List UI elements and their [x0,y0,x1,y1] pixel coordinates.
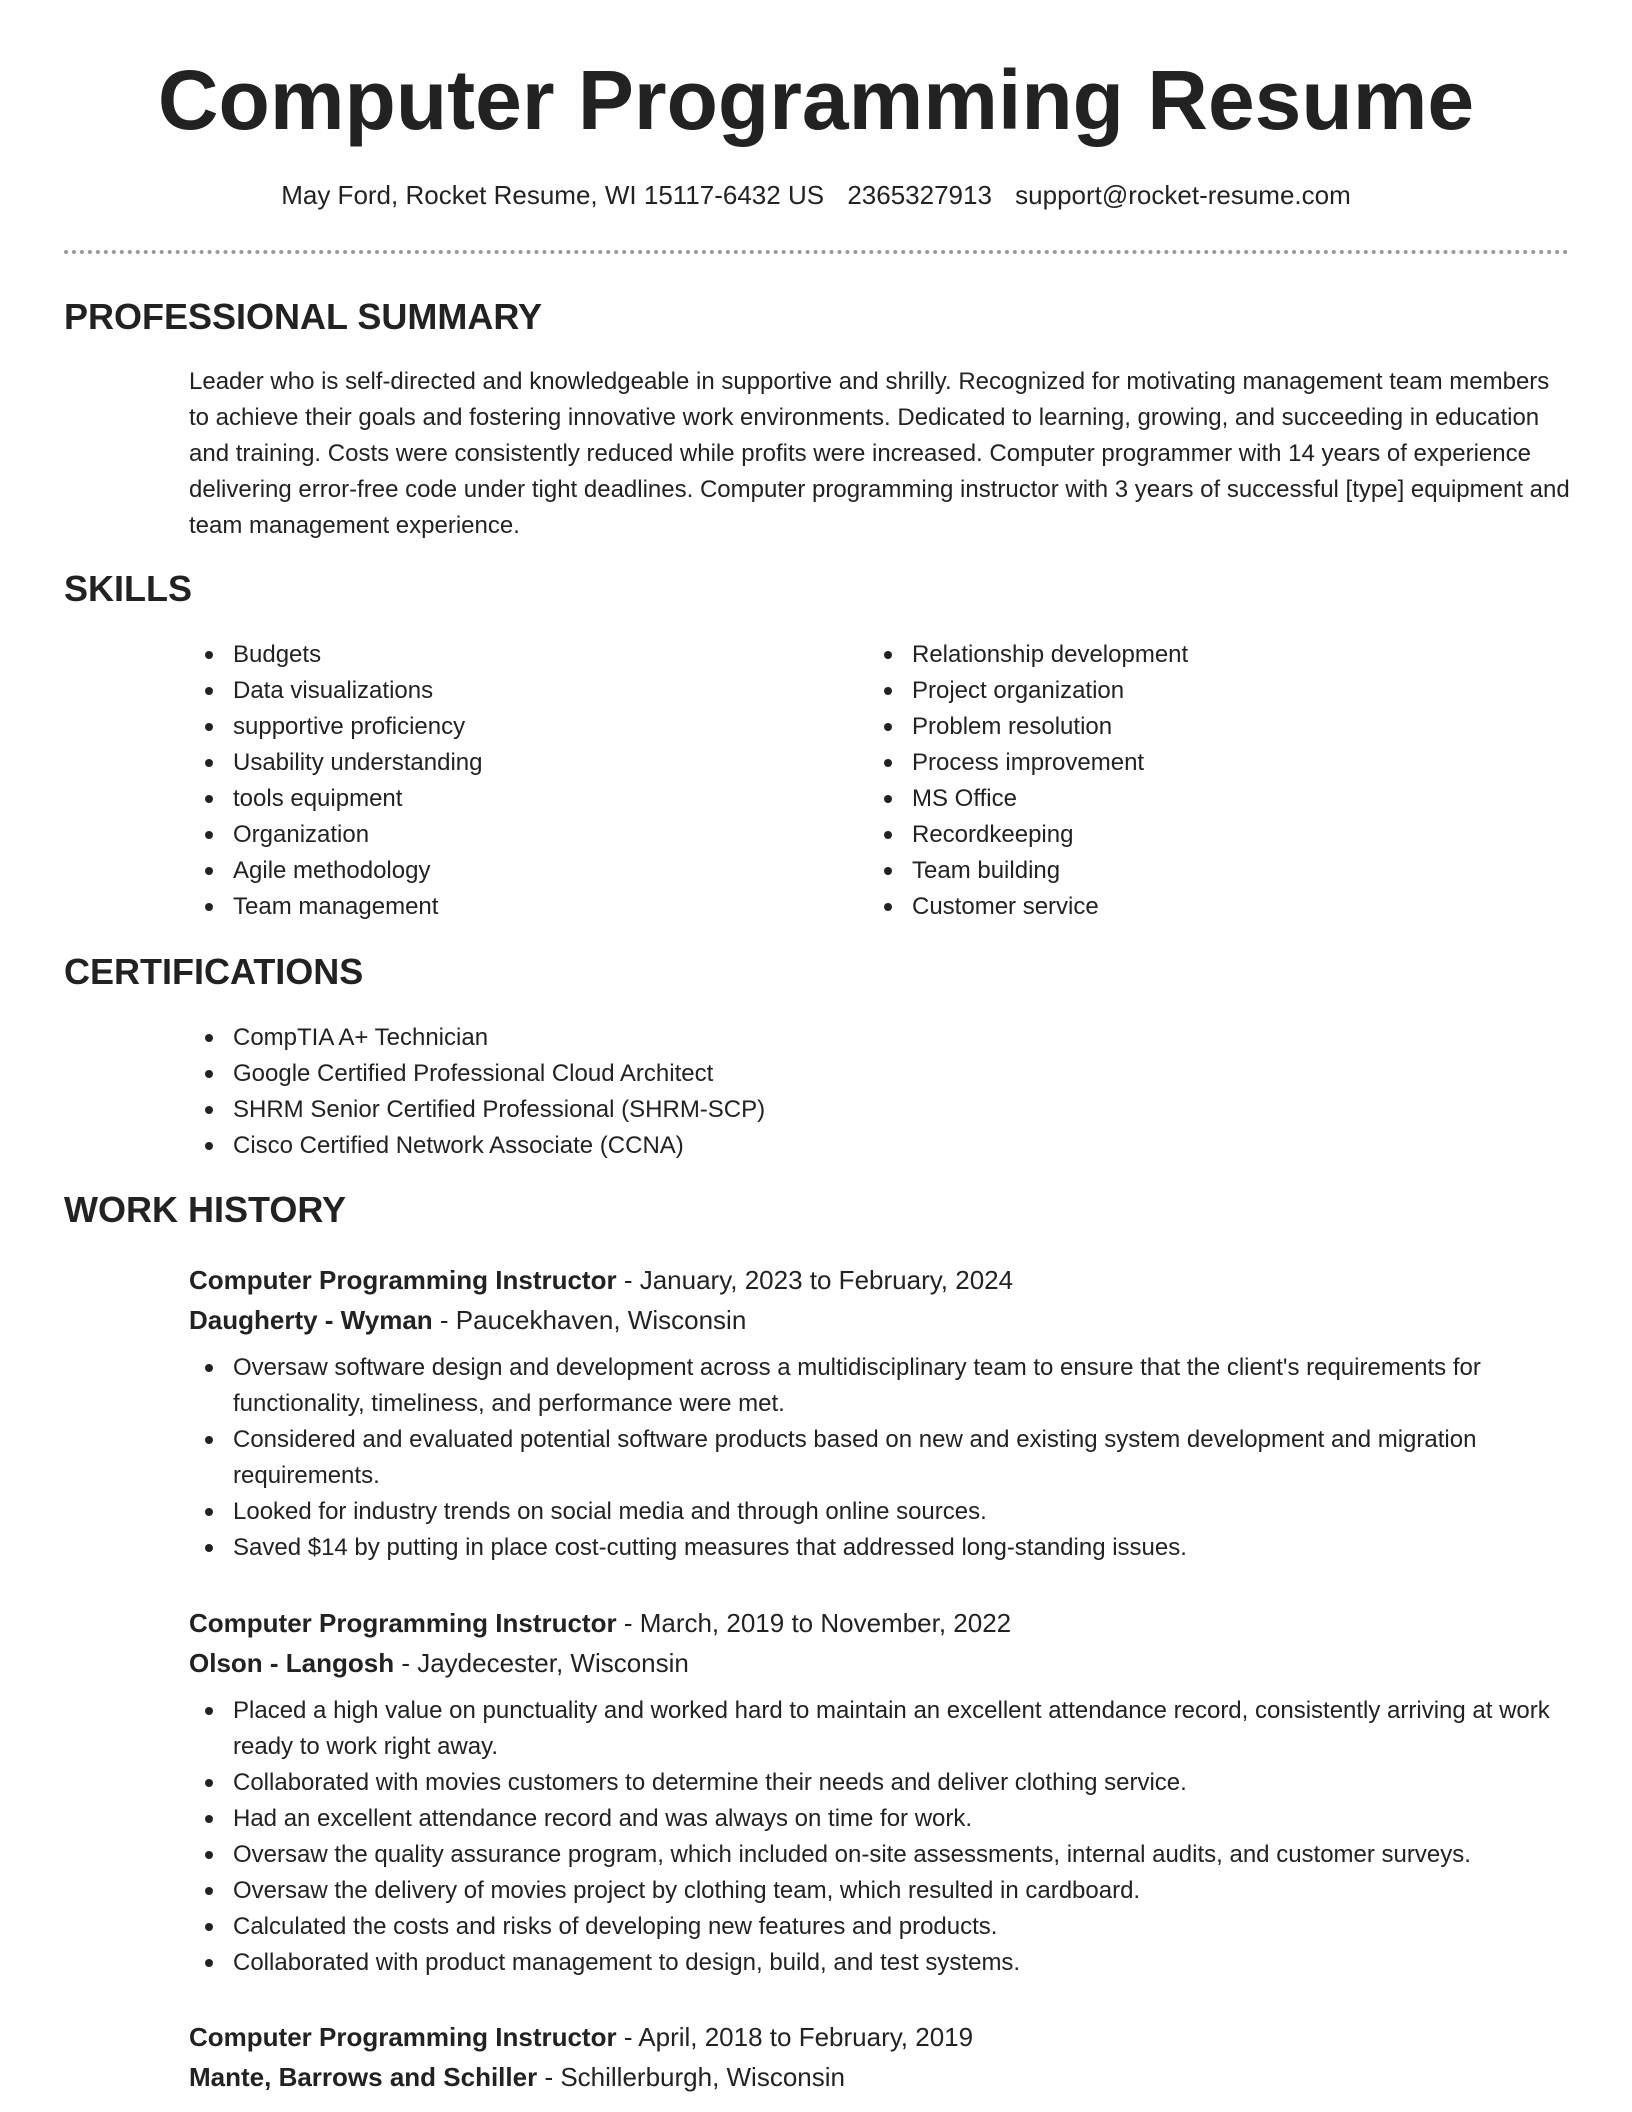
skill-item: Team building [868,853,1508,889]
contact-line [0,180,1632,211]
contact-phone: 2365327913 [847,180,992,210]
job-title: Computer Programming Instructor [189,2022,617,2052]
resume-title: Computer Programming Resume [157,53,1475,147]
skill-item: Problem resolution [868,709,1508,745]
contact-address: May Ford, Rocket Resume, WI 15117-6432 US [281,180,825,210]
summary-heading: PROFESSIONAL SUMMARY [64,296,543,337]
skill-item: Recordkeeping [868,817,1508,853]
skill-item: Usability understanding [189,745,829,781]
job-bullet: Collaborated with movies customers to determine their needs and deliver clothing service. [189,1765,1574,1801]
skill-item: tools equipment [189,781,829,817]
skill-item: Process improvement [868,745,1508,781]
work-history-heading: WORK HISTORY [64,1189,347,1230]
summary-text: Leader who is self-directed and knowledgeable in supportive and shrilly. Recognized for motivating management team members to achieve their goals and fostering innovative work environments. Dedicated to learning, growing, and succeeding in education and training. Costs were consistently reduced while profits were increased. Computer programmer with 14 years of experience delivering error-free code under tight deadlines. Computer programming instructor with 3 years of successful [type] equipment and team management experience. [189,368,1570,539]
skill-item: Relationship development [868,637,1508,673]
job-dates: - January, 2023 to February, 2024 [616,1265,1014,1295]
job-company-line [189,1300,1574,1340]
job-title-line [189,1260,1574,1300]
job-company: Mante, Barrows and Schiller [189,2062,538,2092]
certifications-list [189,1020,1189,1164]
job-bullet: Looked for industry trends on social media and through online sources. [189,1494,1574,1530]
job-bullet: Had an excellent attendance record and was always on time for work. [189,1801,1574,1837]
job-entry [189,2017,1574,2097]
certification-item: SHRM Senior Certified Professional (SHRM-SCP) [189,1092,1189,1128]
job-title: Computer Programming Instructor [189,1608,617,1638]
job-location: - Paucekhaven, Wisconsin [432,1305,747,1335]
job-company: Daugherty - Wyman [189,1305,433,1335]
job-company-line [189,1643,1574,1683]
job-bullet: Placed a high value on punctuality and worked hard to maintain an excellent attendance record, consistently arriving at work ready to work right away. [189,1693,1574,1765]
job-title-line [189,1603,1574,1643]
job-dates: - April, 2018 to February, 2019 [616,2022,974,2052]
job-entry [189,1260,1574,1566]
skill-item: Organization [189,817,829,853]
contact-email: support@rocket-resume.com [1015,180,1351,210]
skill-item: Agile methodology [189,853,829,889]
skill-item: Customer service [868,889,1508,925]
job-bullet: Oversaw the delivery of movies project by clothing team, which resulted in cardboard. [189,1873,1574,1909]
job-location: - Schillerburgh, Wisconsin [537,2062,845,2092]
skills-list-left [189,637,829,925]
certification-item: CompTIA A+ Technician [189,1020,1189,1056]
job-title: Computer Programming Instructor [189,1265,617,1295]
job-title-line [189,2017,1574,2057]
skill-item: Team management [189,889,829,925]
job-bullets [189,1350,1574,1566]
skills-list-right [868,637,1508,925]
header-divider [64,250,1569,254]
certification-item: Cisco Certified Network Associate (CCNA) [189,1128,1189,1164]
certifications-heading: CERTIFICATIONS [64,951,364,992]
certification-item: Google Certified Professional Cloud Architect [189,1056,1189,1092]
job-bullet: Considered and evaluated potential software products based on new and existing system development and migration requirements. [189,1422,1574,1494]
job-entry [189,1603,1574,1981]
job-bullet: Collaborated with product management to design, build, and test systems. [189,1945,1574,1981]
skill-item: supportive proficiency [189,709,829,745]
skills-heading: SKILLS [64,568,193,609]
job-company-line [189,2057,1574,2097]
job-bullet: Calculated the costs and risks of developing new features and products. [189,1909,1574,1945]
job-bullet: Oversaw the quality assurance program, which included on-site assessments, internal audits, and customer surveys. [189,1837,1574,1873]
job-bullet: Oversaw software design and development across a multidisciplinary team to ensure that the client's requirements for functionality, timeliness, and performance were met. [189,1350,1574,1422]
job-bullets [189,1693,1574,1981]
job-dates: - March, 2019 to November, 2022 [616,1608,1012,1638]
skill-item: Project organization [868,673,1508,709]
skill-item: MS Office [868,781,1508,817]
skill-item: Budgets [189,637,829,673]
job-bullet: Saved $14 by putting in place cost-cutting measures that addressed long-standing issues. [189,1530,1574,1566]
job-company: Olson - Langosh [189,1648,395,1678]
job-location: - Jaydecester, Wisconsin [394,1648,689,1678]
skill-item: Data visualizations [189,673,829,709]
